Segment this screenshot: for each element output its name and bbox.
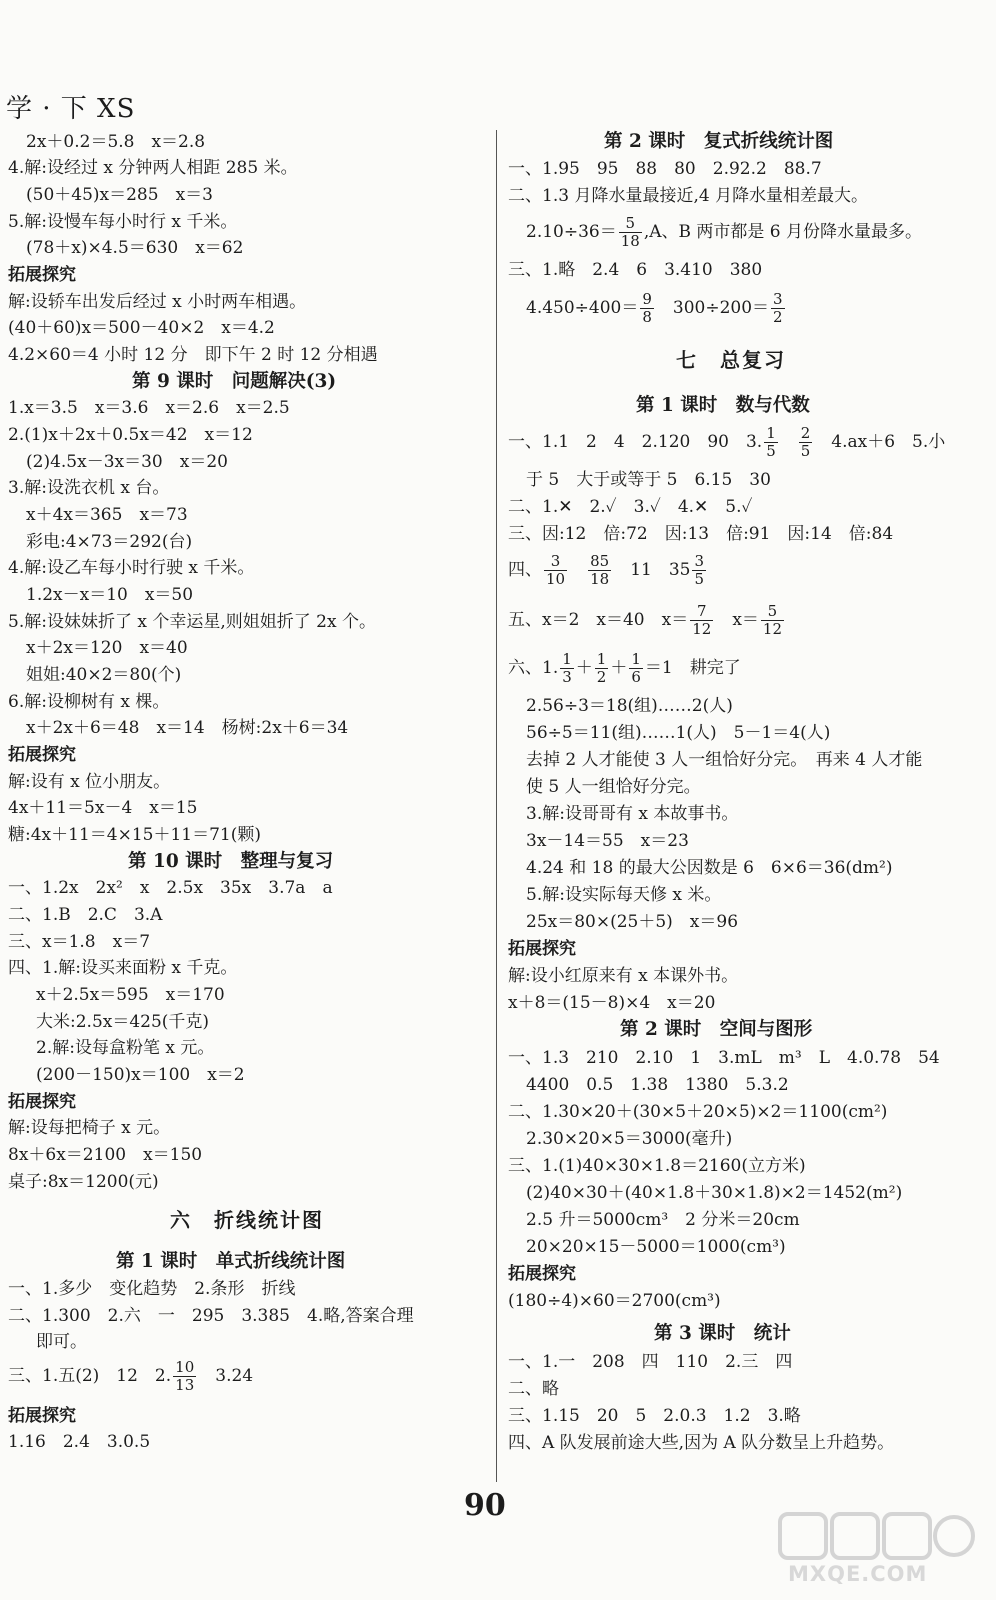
text: 五、x＝2 x＝40 x＝ [508, 610, 689, 630]
answer-line: (78＋x)×4.5＝630 x＝62 [26, 238, 244, 258]
section-extension: 拓展探究 [508, 939, 576, 959]
answer-line: 25x＝80×(25＋5) x＝96 [526, 912, 739, 932]
unit-title: 七 总复习 [676, 348, 786, 372]
text: 4.450÷400＝ [526, 298, 639, 318]
text: ＝1 耕完了 [644, 658, 741, 678]
answer-line: 解:设有 x 位小朋友。 [8, 772, 171, 792]
answer-line: x＋2x＝120 x＝40 [26, 638, 188, 658]
text: 4.ax＋6 5.小 [831, 432, 946, 452]
fraction [799, 425, 813, 460]
fraction [629, 651, 643, 686]
answer-line: 糖:4x＋11＝4×15＋11＝71(颗) [8, 825, 261, 845]
answer-line: 5.解:设慢车每小时行 x 千米。 [8, 212, 238, 232]
section-extension: 拓展探究 [508, 1264, 576, 1284]
lesson-title: 第 1 课时 单式折线统计图 [116, 1251, 346, 1272]
text: 3.24 [215, 1366, 254, 1386]
answer-line: (180÷4)×60＝2700(cm³) [508, 1291, 721, 1311]
text: 六、1. [508, 658, 559, 678]
fraction [640, 291, 654, 326]
text: 三、1.五(2) 12 2. [8, 1366, 172, 1386]
answer-line: 于 5 大于或等于 5 6.15 30 [526, 470, 771, 490]
numerator: 5 [619, 215, 642, 233]
denominator: 18 [620, 232, 640, 250]
answer-line: 大米:2.5x＝425(千克) [36, 1012, 210, 1032]
answer-line: 4x＋11＝5x－4 x＝15 [8, 798, 198, 818]
answer-line: 即可。 [36, 1332, 87, 1352]
denominator: 12 [692, 620, 712, 638]
answer-line: 2.5 升＝5000cm³ 2 分米＝20cm [526, 1210, 800, 1230]
answer-line: 4.2×60＝4 小时 12 分 即下午 2 时 12 分相遇 [8, 345, 378, 365]
fraction [692, 553, 706, 588]
watermark-logo-icon [776, 1508, 976, 1564]
answer-line: 三、x＝1.8 x＝7 [8, 932, 151, 952]
text: 300÷200＝ [672, 298, 770, 318]
answer-line: x＋8＝(15－8)×4 x＝20 [508, 993, 716, 1013]
denominator: 2 [773, 308, 783, 326]
answer-line: 3x－14＝55 x＝23 [526, 831, 689, 851]
numerator: 10 [175, 1358, 195, 1376]
answer-line: 桌子:8x＝1200(元) [8, 1172, 159, 1192]
answer-line [8, 1356, 253, 1396]
text: ,A、B 两市都是 6 月份降水量最多。 [643, 222, 923, 242]
answer-line: 一、1.3 210 2.10 1 3.mL m³ L 4.0.78 54 [508, 1048, 940, 1068]
answer-line: 二、略 [508, 1379, 559, 1399]
denominator: 5 [766, 442, 776, 460]
page-number: 90 [464, 1488, 506, 1523]
text: x＝ [732, 610, 759, 630]
section-extension: 拓展探究 [8, 745, 76, 765]
numerator: 1 [766, 424, 776, 442]
answer-line: 3.解:设洗衣机 x 台。 [8, 478, 170, 498]
section-extension: 拓展探究 [8, 1092, 76, 1112]
fraction [588, 553, 611, 588]
denominator: 5 [694, 570, 704, 588]
answer-line: 三、因:12 倍:72 因:13 倍:91 因:14 倍:84 [508, 524, 894, 544]
answer-line: 4.24 和 18 的最大公因数是 6 6×6＝36(dm²) [526, 858, 893, 878]
answer-line: 3.解:设哥哥有 x 本故事书。 [526, 804, 739, 824]
answer-line: 2.30×20×5＝3000(毫升) [526, 1129, 733, 1149]
lesson-title: 第 2 课时 空间与图形 [620, 1019, 813, 1040]
answer-line: (200－150)x＝100 x＝2 [36, 1065, 245, 1085]
numerator: 3 [694, 552, 704, 570]
numerator: 1 [631, 650, 641, 668]
denominator: 18 [590, 570, 610, 588]
answer-line [508, 422, 945, 462]
answer-line: 彩电:4×73＝292(台) [26, 532, 193, 552]
answer-line: (50＋45)x＝285 x＝3 [26, 185, 213, 205]
denominator: 6 [631, 668, 641, 686]
answer-line: 2.解:设每盒粉笔 x 元。 [36, 1038, 215, 1058]
answer-line: 使 5 人一组恰好分完。 [526, 777, 701, 797]
watermark-text: MXQE.COM [788, 1562, 928, 1586]
numerator: 1 [562, 650, 572, 668]
denominator: 12 [762, 620, 782, 638]
answer-line: 56÷5＝11(组)……1(人) 5－1＝4(人) [526, 723, 831, 743]
answer-line: 一、1.一 208 四 110 2.三 四 [508, 1352, 793, 1372]
answer-line [526, 288, 787, 328]
denominator: 3 [562, 668, 572, 686]
text: 四、 [508, 560, 542, 580]
denominator: 13 [175, 1376, 195, 1394]
unit-title: 六 折线统计图 [170, 1208, 324, 1232]
answer-line: 三、1.(1)40×30×1.8＝2160(立方米) [508, 1156, 806, 1176]
fraction [764, 425, 778, 460]
lesson-title: 第 1 课时 数与代数 [636, 395, 810, 416]
lesson-title: 第 9 课时 问题解决(3) [132, 371, 337, 392]
answer-line: 1.2x－x＝10 x＝50 [26, 585, 194, 605]
text: 11 35 [630, 560, 691, 580]
answer-line: 20×20×15－5000＝1000(cm³) [526, 1237, 786, 1257]
answer-line: 1.x＝3.5 x＝3.6 x＝2.6 x＝2.5 [8, 398, 290, 418]
answer-line: 二、1.3 月降水量最接近,4 月降水量相差最大。 [508, 186, 869, 206]
answer-line: 2.(1)x＋2x＋0.5x＝42 x＝12 [8, 425, 253, 445]
numerator: 9 [642, 290, 652, 308]
answer-line: 二、1.✕ 2.✓ 3.✓ 4.✕ 5.✓ [508, 497, 753, 517]
numerator: 5 [761, 603, 784, 621]
answer-line [526, 212, 922, 252]
numerator: 85 [590, 552, 610, 570]
answer-line: 解:设每把椅子 x 元。 [8, 1118, 171, 1138]
answer-line: 2.56÷3＝18(组)……2(人) [526, 696, 733, 716]
answer-line: x＋4x＝365 x＝73 [26, 505, 188, 525]
answer-line: 三、1.15 20 5 2.0.3 1.2 3.略 [508, 1406, 801, 1426]
answer-line: 二、1.300 2.六 一 295 3.385 4.略,答案合理 [8, 1306, 414, 1326]
answer-line: 4400 0.5 1.38 1380 5.3.2 [526, 1075, 789, 1095]
section-extension: 拓展探究 [8, 265, 76, 285]
answer-line: 8x＋6x＝2100 x＝150 [8, 1145, 203, 1165]
answer-line: 二、1.B 2.C 3.A [8, 905, 163, 925]
answer-line [508, 600, 786, 640]
answer-line: (40＋60)x＝500－40×2 x＝4.2 [8, 318, 275, 338]
answer-line: 一、1.95 95 88 80 2.92.2 88.7 [508, 159, 822, 179]
denominator: 8 [642, 308, 652, 326]
answer-line: 解:设小红原来有 x 本课外书。 [508, 966, 739, 986]
text: 一、1.1 2 4 2.120 90 3. [508, 432, 763, 452]
numerator: 3 [544, 553, 567, 571]
fraction [771, 291, 785, 326]
column-divider [496, 130, 497, 1482]
page-header: 学 · 下 XS [6, 94, 136, 124]
denominator: 10 [546, 570, 566, 588]
numerator: 3 [773, 290, 783, 308]
section-extension: 拓展探究 [8, 1406, 76, 1426]
fraction [595, 651, 609, 686]
fraction [619, 215, 642, 250]
answer-line: 六、1. $\frac{1}{3}$ ＋ $\frac{1}{2}$ ＋ $\frac{1}{6}$ ＝1 耕完了 [508, 650, 741, 686]
answer-line: 去掉 2 人才能使 3 人一组恰好分完。 再来 4 人才能 [526, 750, 923, 770]
answer-line: (2)4.5x－3x＝30 x＝20 [26, 452, 228, 472]
answer-line: 解:设轿车出发后经过 x 小时两车相遇。 [8, 292, 307, 312]
fraction [544, 553, 567, 588]
answer-line: 4.解:设经过 x 分钟两人相距 285 米。 [8, 158, 298, 178]
denominator: 5 [800, 442, 811, 460]
numerator: 1 [596, 650, 607, 668]
fraction [173, 1359, 196, 1394]
answer-line: 二、1.30×20＋(30×5＋20×5)×2＝1100(cm²) [508, 1102, 888, 1122]
numerator: 7 [690, 603, 713, 621]
numerator: 2 [800, 424, 811, 442]
lesson-title: 第 3 课时 统计 [654, 1323, 791, 1344]
fraction [761, 603, 784, 638]
answer-line: x＋2.5x＝595 x＝170 [36, 985, 225, 1005]
answer-line: 6.解:设柳树有 x 棵。 [8, 692, 170, 712]
answer-line: 1.16 2.4 3.0.5 [8, 1432, 151, 1452]
answer-line: 四、A 队发展前途大些,因为 A 队分数呈上升趋势。 [508, 1433, 895, 1453]
answer-line: 2x＋0.2＝5.8 x＝2.8 [26, 132, 206, 152]
lesson-title: 第 2 课时 复式折线统计图 [604, 131, 834, 152]
fraction [690, 603, 713, 638]
answer-line: 一、1.2x 2x² x 2.5x 35x 3.7a a [8, 878, 333, 898]
answer-line: x＋2x＋6＝48 x＝14 杨树:2x＋6＝34 [26, 718, 349, 738]
fraction [560, 651, 574, 686]
answer-line: 姐姐:40×2＝80(个) [26, 665, 182, 685]
answer-line: 4.解:设乙车每小时行驶 x 千米。 [8, 558, 255, 578]
answer-line: 一、1.多少 变化趋势 2.条形 折线 [8, 1279, 296, 1299]
lesson-title: 第 10 课时 整理与复习 [128, 851, 334, 872]
answer-line [508, 550, 708, 590]
watermark [776, 1508, 986, 1596]
answer-line: 三、1.略 2.4 6 3.410 380 [508, 260, 763, 280]
answer-line: 四、1.解:设买来面粉 x 千克。 [8, 958, 238, 978]
answer-line: 5.解:设实际每天修 x 米。 [526, 885, 722, 905]
answer-line: (2)40×30＋(40×1.8＋30×1.8)×2＝1452(m²) [526, 1183, 903, 1203]
answer-line: 5.解:设妹妹折了 x 个幸运星,则姐姐折了 2x 个。 [8, 612, 376, 632]
denominator: 2 [596, 668, 607, 686]
text: 2.10÷36＝ [526, 222, 617, 242]
